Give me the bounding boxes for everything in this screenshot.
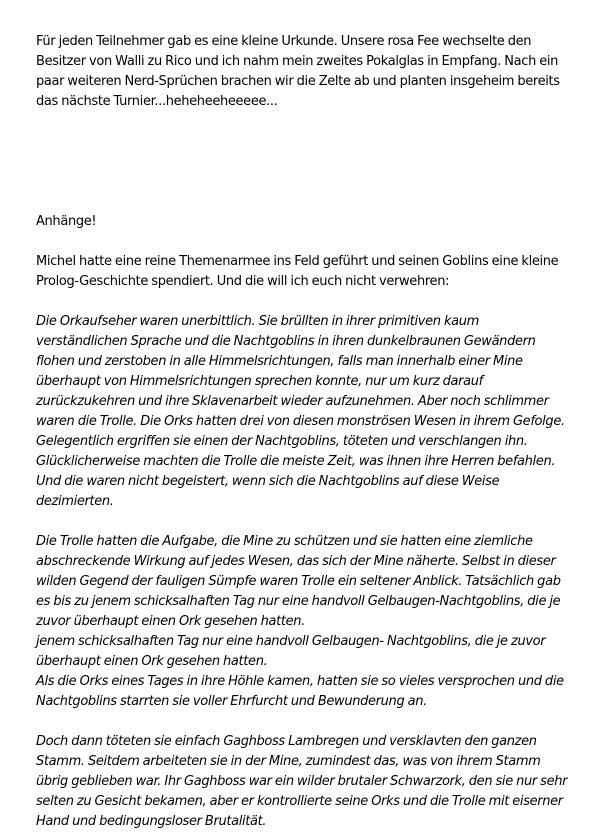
intro-paragraph: Für jeden Teilnehmer gab es eine kleine Urkunde. Unsere rosa Fee wechselte den Besitzer von Walli zu Rico und ich nahm mein zweites Pokalglas in Empfang. Nach ein paar weiteren Nerd-Sprüchen brachen wir die Zelte ab und planten insgeheim bereits das nächste Turnier...heheheeheeeee... (36, 34, 560, 109)
story-paragraph: Die Trolle hatten die Aufgabe, die Mine zu schützen und sie hatten eine ziemliche abschreckende Wirkung auf jedes Wesen, das sich der Mine näherte. Selbst in dieser wilden Gegend der fauligen Sümpfe waren Trolle ein seltener Anblick. Tatsächlich gab es bis zu jenem schicksalhaften Tag nur eine handvoll Gelbaugen-Nachtgoblins, die je zuvor überhaupt einen Ork gesehen hatten. jenem schicksalhaften Tag nur eine handvoll Gelbaugen- Nachtgoblins, die je zuvor überhaupt einen Ork gesehen hatten. Als die Orks eines Tages in ihre Höhle kamen, hatten sie so vieles versprochen und die Nachtgoblins starrten sie voller Ehrfurcht und Bewunderung an. (36, 534, 564, 709)
section-heading: Anhänge! (36, 214, 97, 229)
document-page (36, 32, 568, 832)
story-paragraph: Doch dann töteten sie einfach Gaghboss Lambregen und versklavten den ganzen Stamm. Seitdem arbeiteten sie in der Mine, zumindest das, was von ihrem Stamm übrig geblieben war. Ihr Gaghboss war ein wilder brutaler Schwarzork, den sie nur sehr selten zu Gesicht bekamen, aber er kontrollierte seine Orks und die Trolle mit eiserner Hand und bedingungsloser Brutalität. (36, 734, 568, 829)
story-paragraph: Die Orkaufseher waren unerbittlich. Sie brüllten in ihrer primitiven kaum verständlichen Sprache und die Nachtgoblins in ihren dunkelbraunen Gewändern flohen und zerstoben in alle Himmelsrichtungen, falls man innerhalb einer Mine überhaupt von Himmelsrichtungen sprechen konnte, nur um kurz darauf zurückzukehren und ihre Sklavenarbeit wieder aufzunehmen. Aber noch schlimmer waren die Trolle. Die Orks hatten drei von diesen monströsen Wesen in ihrem Gefolge. Gelegentlich ergriffen sie einen der Nachtgoblins, töteten und verschlangen ihn. Glücklicherweise machten die Trolle die meiste Zeit, was ihnen ihre Herren befahlen. Und die waren nicht begeistert, wenn sich die Nachtgoblins auf diese Weise dezimierten. (36, 314, 565, 509)
lead-paragraph: Michel hatte eine reine Themenarmee ins Feld geführt und seinen Goblins eine kleine Prolog-Geschichte spendiert. Und die will ich euch nicht verwehren: (36, 254, 559, 289)
